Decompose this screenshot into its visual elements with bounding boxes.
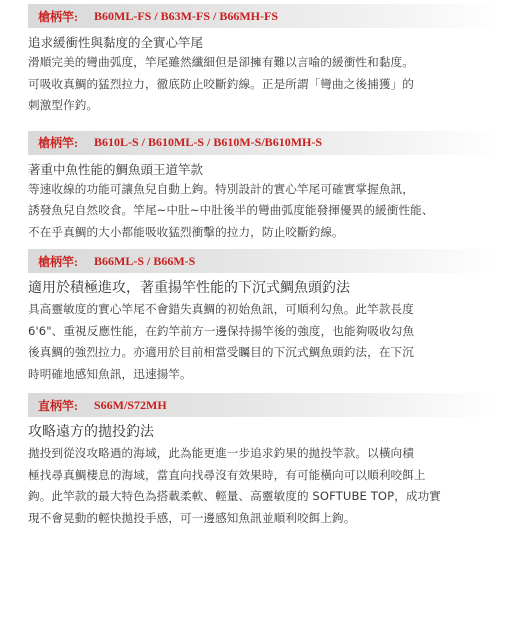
- category-label: 槍柄竿:: [38, 254, 78, 269]
- section-b610: [28, 131, 510, 244]
- section-header: [28, 131, 498, 155]
- description-line: 可吸收真鯛的猛烈拉力，徹底防止咬斷釣線。正是所謂「彎曲之後捕獲」的: [28, 76, 414, 91]
- category-label: 槍柄竿:: [38, 136, 78, 150]
- section-header: [28, 393, 498, 417]
- description-line: 誘發魚兒自然咬食。竿尾~中肚~中肚後半的彎曲弧度能發揮優異的緩衝性能、: [28, 203, 434, 217]
- description-line: 具高靈敏度的實心竿尾不會錯失真鯛的初始魚訊，可順利勾魚。此竿款長度: [28, 302, 414, 316]
- model-list: B66ML-S / B66M-S: [94, 253, 196, 268]
- section-header: [28, 249, 498, 273]
- section-b60ml: [28, 4, 510, 117]
- section-title: 攻略遠方的拋投釣法: [28, 424, 154, 440]
- description-line: 鉤。此竿款的最大特色為搭載柔軟、輕量、高靈敏度的 SOFTUBE TOP，成功實: [28, 489, 441, 503]
- description-line: 後真鯛的強烈拉力。亦適用於目前相當受矚目的下沉式鯛魚頭釣法，在下沉: [28, 345, 414, 359]
- model-list: B60ML-FS / B63M-FS / B66MH-FS: [94, 8, 278, 23]
- model-list: S66M/S72MH: [94, 397, 167, 412]
- description-line: 刺激型作釣。: [28, 98, 99, 112]
- section-description: [28, 52, 508, 117]
- description-line: 6'6"、重視反應性能，在釣竿前方一邊保持揚竿後的強度，也能夠吸收勾魚: [28, 323, 415, 338]
- category-label: 槍柄竿:: [38, 9, 78, 24]
- description-line: 現不會晃動的輕快拋投手感，可一邊感知魚訊並順利咬餌上鉤。: [28, 510, 356, 525]
- description-line: 滑順完美的彎曲弧度，竿尾雖然纖細但是卻擁有難以言喻的緩衝性和黏度。: [28, 55, 414, 69]
- section-s66: [28, 393, 510, 529]
- category-label: 直柄竿:: [38, 398, 78, 413]
- section-description: [28, 443, 508, 529]
- model-list: B610L-S / B610ML-S / B610M-S/B610MH-S: [94, 135, 323, 149]
- section-description: [28, 299, 508, 385]
- description-line: 時明確地感知魚訊，迅速揚竿。: [28, 366, 192, 381]
- section-description: [28, 179, 508, 244]
- section-title: 適用於積極進攻，著重揚竿性能的下沉式鯛魚頭釣法: [28, 280, 350, 296]
- section-title: 追求緩衝性與黏度的全實心竿尾: [28, 35, 204, 50]
- description-line: 極找尋真鯛棲息的海域，當直向找尋沒有效果時，有可能橫向可以順利咬餌上: [28, 467, 426, 482]
- description-line: 等速收線的功能可讓魚兒自動上鉤。特別設計的實心竿尾可確實掌握魚訊，: [28, 181, 414, 196]
- description-line: 不在乎真鯛的大小都能吸收猛烈衝擊的拉力，防止咬斷釣線。: [28, 224, 344, 239]
- description-line: 拋投到從沒攻略過的海域，此為能更進一步追求釣果的拋投竿款。以橫向積: [28, 446, 414, 460]
- section-title: 著重中魚性能的鯛魚頭王道竿款: [28, 161, 204, 177]
- section-header: [28, 4, 498, 28]
- section-b66: [28, 249, 510, 385]
